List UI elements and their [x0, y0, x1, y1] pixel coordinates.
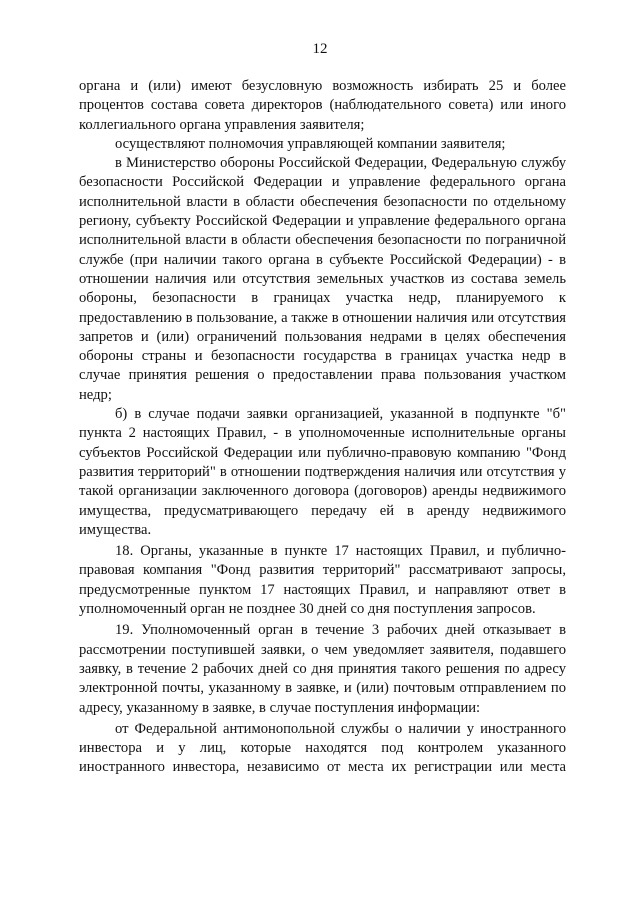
paragraph-antimonopoly: от Федеральной антимонопольной службы о наличии у иностранного инвестора и у лиц, которые находятся под контролем указанного иностранного инвестора, независимо от места их регистрации или места: [79, 720, 566, 776]
paragraph-item-19: 19. Уполномоченный орган в течение 3 рабочих дней отказывает в рассмотрении поступившей заявки, о чем уведомляет заявителя, подавшего заявку, в течение 2 рабочих дней со дня принятия такого решения по адресу электронной почты, указанному в заявке, и (или) почтовым отправлением по адресу, указанному в заявке, в случае поступления информации:: [79, 622, 566, 716]
paragraph-subitem-b: б) в случае подачи заявки организацией, указанной в подпункте "б" пункта 2 настоящих Правил, - в уполномоченные исполнительные органы субъектов Российской Федерации или публично-правовую компанию "Фонд развития территорий" в отношении подтверждения наличия или отсутствия у такой организации заключенного договора (договоров) аренды недвижимого имущества, предусматривающего передачу ей в аренду недвижимого имущества.: [79, 406, 566, 538]
paragraph-continuation: органа и (или) имеют безусловную возможность избирать 25 и более процентов состава совета директоров (наблюдательного совета) или иного коллегиального органа управления заявителя;: [79, 78, 566, 133]
paragraph-ministry-defense: в Министерство обороны Российской Федерации, Федеральную службу безопасности Российской Федерации и управление федерального органа исполнительной власти в области обеспечения безопасности по отдельному региону, субъекту Российской Федерации и управление федерального органа исполнительной власти в области обеспечения безопасности по пограничной службе (при наличии такого органа в субъекте Российской Федерации) - в отношении наличия или отсутствия земельных участков из состава земель обороны, безопасности в границах участка недр, планируемого к предоставлению в пользование, а также в отношении наличия или отсутствия запретов и (или) ограничений пользования недрами в целях обеспечения обороны страны и безопасности государства в границах участка недр в случае принятия решения о предоставлении права пользования участком недр;: [79, 155, 566, 403]
paragraph-item-18: 18. Органы, указанные в пункте 17 настоящих Правил, и публично-правовая компания "Фонд развития территорий" рассматривают запросы, предусмотренные пунктом 17 настоящих Правил, и направляют ответ в уполномоченный орган не позднее 30 дней со дня поступления запросов.: [79, 543, 566, 618]
page-number: 12: [312, 41, 328, 57]
document-body: [79, 77, 566, 778]
paragraph-management-company: осуществляют полномочия управляющей компании заявителя;: [115, 135, 506, 152]
